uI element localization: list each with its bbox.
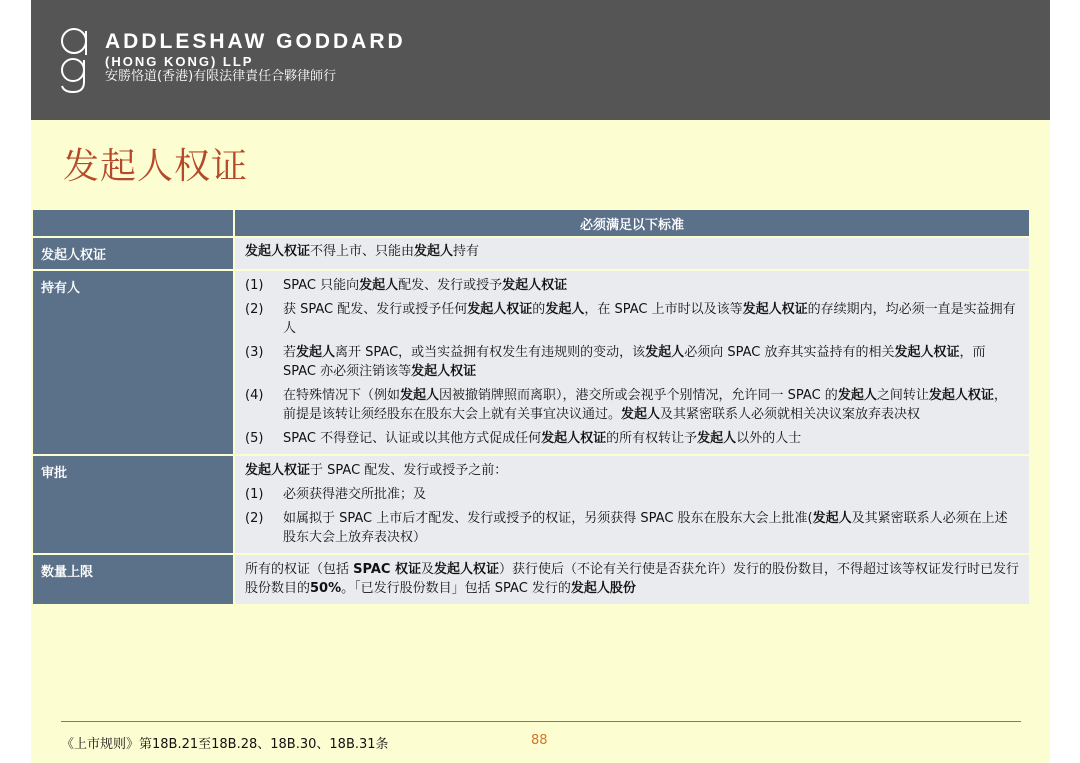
text-segment: 发起人 [837, 388, 877, 403]
text-segment: SPAC 只能向 [283, 278, 360, 293]
row-body [235, 555, 1029, 604]
firm-subname: (HONG KONG) LLP [105, 54, 254, 69]
text-segment: 如属拟于 SPAC 上市后才配发、发行或授予的权证，另须获得 SPAC 股东在股东大会上批准( [283, 511, 813, 526]
text-segment: 的存续期内，均必须一直是实益拥有人 [283, 302, 1016, 336]
text-segment: 发起人权证 [502, 278, 568, 293]
text-segment: 发起人权证 [541, 431, 607, 446]
list-item [245, 343, 1019, 381]
row-body [235, 456, 1029, 553]
text-segment: 发起人权证 [742, 302, 808, 317]
text-segment: 发起人权证 [245, 463, 311, 478]
table-row [33, 456, 1029, 553]
list-item [245, 509, 1019, 547]
text-segment: 发起人权证 [467, 302, 533, 317]
text-segment: 配发、发行或授予 [398, 278, 503, 293]
text-segment: 离开 SPAC，或当实益拥有权发生有违规则的变动，该 [335, 345, 646, 360]
list-item [245, 386, 1019, 424]
text-segment: 不得上市、只能由 [310, 244, 415, 259]
text-segment: 的 [532, 302, 546, 317]
firm-chinese-name: 安勝恪道(香港)有限法律責任合夥律師行 [105, 69, 337, 84]
text-segment: 发起人 [621, 407, 661, 422]
table-header-row [33, 210, 1029, 236]
text-segment: 发起人 [812, 511, 852, 526]
text-segment: 发起人 [645, 345, 685, 360]
list-item-number: (2) [245, 302, 264, 317]
footer-divider [61, 721, 1021, 722]
text-segment: 发起人权证 [245, 244, 311, 259]
numbered-list [245, 485, 1019, 547]
text-segment: ，而 SPAC 亦必须注销该等 [283, 345, 986, 379]
text-segment: ）获行使后（不论有关行使是否获允许）发行的股份数目，不得超过该等权证发行时已发行股份数目的 [245, 562, 1020, 596]
row-intro [245, 461, 1019, 480]
page-number: 88 [531, 733, 548, 748]
table-row [33, 271, 1029, 454]
text-segment: 获 SPAC 配发、发行或授予任何 [283, 302, 468, 317]
text-segment: 发起人 [400, 388, 440, 403]
text-segment: 所有的权证（包括 [245, 562, 354, 577]
row-label: 发起人权证 [33, 238, 233, 269]
text-segment: 必须向 SPAC 放弃其实益持有的相关 [684, 345, 895, 360]
text-segment: 因被撤销牌照而离职），港交所或会视乎个别情况，允许同一 SPAC 的 [439, 388, 838, 403]
list-item [245, 485, 1019, 504]
list-item-number: (4) [245, 388, 264, 403]
text-segment: 发起人 [414, 244, 454, 259]
text-segment: 。「已发行股份数目」包括 SPAC 发行的 [341, 581, 571, 596]
list-item [245, 300, 1019, 338]
text-segment: 及其紧密联系人必须在上述股东大会上放弃表决权） [283, 511, 1008, 545]
text-segment: 发起人权证 [411, 364, 477, 379]
table-header: 必须满足以下标准 [235, 210, 1029, 236]
text-segment: 发起人权证 [433, 562, 499, 577]
text-segment: 发起人股份 [570, 581, 636, 596]
list-item-number: (1) [245, 278, 264, 293]
header-bar [31, 0, 1050, 120]
text-segment: SPAC 权证 [353, 562, 421, 577]
list-item [245, 429, 1019, 448]
list-item-number: (1) [245, 487, 264, 502]
row-body [235, 271, 1029, 454]
text-segment: 之间转让 [876, 388, 929, 403]
firm-name: ADDLESHAW GODDARD [105, 30, 406, 53]
text-segment: 必须获得港交所批准；及 [283, 487, 427, 502]
criteria-table [31, 208, 1031, 606]
text-segment: 持有 [453, 244, 480, 259]
text-segment: 在特殊情况下（例如 [283, 388, 401, 403]
list-item-text [283, 429, 1019, 448]
text-segment: 发起人权证 [928, 388, 994, 403]
list-item [245, 276, 1019, 295]
text-segment: 发起人 [697, 431, 737, 446]
text-segment: ，前提是该转让须经股东在股东大会上就有关事宜决议通过。 [283, 388, 1007, 422]
list-item-text [283, 509, 1019, 547]
ag-logo-icon [59, 26, 89, 94]
list-item-text [283, 300, 1019, 338]
text-segment: 若 [283, 345, 297, 360]
text-segment: 发起人 [359, 278, 399, 293]
text-segment: 以外的人士 [736, 431, 802, 446]
text-segment: 及 [420, 562, 434, 577]
row-label: 审批 [33, 456, 233, 553]
text-segment: 发起人 [545, 302, 585, 317]
list-item-text [283, 485, 1019, 504]
row-text [245, 560, 1019, 598]
text-segment: 发起人 [296, 345, 336, 360]
numbered-list [245, 276, 1019, 448]
text-segment: 的所有权转让予 [606, 431, 698, 446]
row-label: 数量上限 [33, 555, 233, 604]
table-header-blank [33, 210, 233, 236]
row-label: 持有人 [33, 271, 233, 454]
list-item-text [283, 343, 1019, 381]
list-item-number: (2) [245, 511, 264, 526]
firm-name-block [105, 30, 406, 85]
text-segment: 于 SPAC 配发、发行或授予之前： [310, 463, 508, 478]
table-row [33, 555, 1029, 604]
text-segment: 发起人权证 [894, 345, 960, 360]
slide-title: 发起人权证 [63, 146, 249, 187]
list-item-number: (3) [245, 345, 264, 360]
text-segment: ，在 SPAC 上市时以及该等 [584, 302, 743, 317]
list-item-number: (5) [245, 431, 264, 446]
text-segment: SPAC 不得登记、认证或以其他方式促成任何 [283, 431, 542, 446]
row-body [235, 238, 1029, 269]
footer-reference: 《上市规则》第18B.21至18B.28、18B.30、18B.31条 [61, 737, 389, 752]
text-segment: 及其紧密联系人必须就相关决议案放弃表决权 [660, 407, 921, 422]
text-segment: 50% [310, 581, 342, 596]
table-row [33, 238, 1029, 269]
list-item-text [283, 386, 1019, 424]
list-item-text [283, 276, 1019, 295]
row-text [245, 242, 1019, 261]
